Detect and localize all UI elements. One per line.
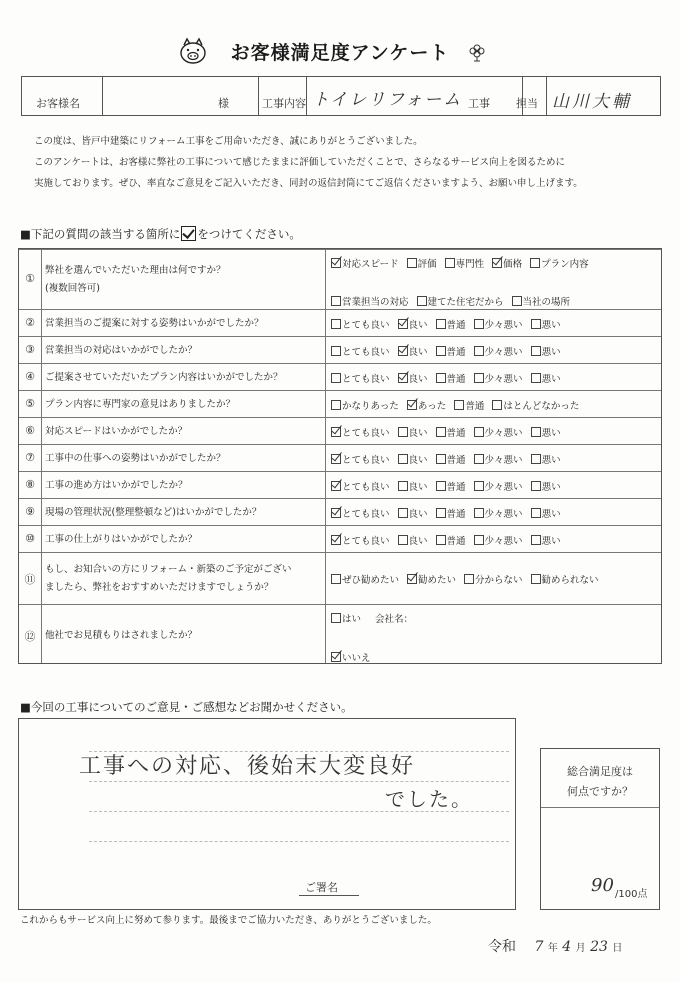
divider (546, 77, 547, 115)
answer-option[interactable] (407, 572, 456, 586)
checked-checkbox-icon[interactable] (398, 373, 408, 383)
score-label-1: 総合満足度は (567, 765, 633, 778)
answer-option-label: 会社名： (375, 614, 414, 625)
question-number: ② (25, 315, 35, 329)
question-text-line: ご提案させていただいたプラン内容はいかがでしたか？ (45, 371, 283, 383)
answer-option[interactable] (331, 572, 399, 586)
answer-option[interactable] (512, 294, 571, 308)
answer-option-label: 普通 (446, 346, 466, 358)
question-text-line: プラン内容に専門家の意見はありましたか？ (45, 398, 236, 410)
checkbox-icon[interactable] (454, 400, 464, 410)
answer-option[interactable] (492, 398, 579, 412)
answer-option-label: 普通 (446, 373, 466, 385)
question-number: ⑦ (25, 450, 35, 464)
answer-option-label: とても良い (342, 346, 390, 358)
checkbox-icon[interactable] (531, 427, 541, 437)
answer-options (331, 452, 569, 466)
questions-heading (20, 226, 301, 242)
checkbox-icon[interactable] (436, 535, 446, 545)
score-suffix: /100点 (615, 889, 648, 900)
question-number: ④ (25, 369, 35, 383)
staff-value: 山川大輔 (552, 92, 632, 112)
question-text (45, 396, 235, 414)
divider (306, 77, 307, 115)
checkbox-icon[interactable] (474, 508, 484, 518)
checkbox-icon[interactable] (474, 346, 484, 356)
answer-option-label: 対応スピード (342, 259, 399, 270)
page-title: お客様満足度アンケート (230, 42, 450, 64)
question-row (19, 417, 661, 445)
question-text-line: 営業担当のご提案に対する姿勢はいかがでしたか？ (45, 317, 264, 329)
answer-option[interactable] (331, 425, 390, 439)
checkbox-icon[interactable] (398, 481, 408, 491)
answer-option-label: 悪い (541, 535, 561, 547)
footer-thanks: これからもサービス向上に努めて参ります。最後までご協力いただき、ありがとうございました。 (20, 915, 437, 926)
checkbox-example-icon (181, 226, 196, 241)
customer-name-label: お客様名 (36, 97, 80, 110)
honorific-label: 様 (218, 97, 229, 110)
answer-option-label: 良い (408, 454, 428, 466)
answer-option-label: プラン内容 (541, 259, 589, 270)
answer-option[interactable] (436, 371, 466, 385)
answer-option-label: 少々悪い (484, 481, 523, 493)
checkbox-icon[interactable] (436, 427, 446, 437)
answer-option[interactable] (331, 371, 390, 385)
answer-option[interactable] (407, 256, 437, 270)
answer-option[interactable] (436, 506, 466, 520)
answer-option-label: 良い (408, 373, 428, 385)
question-number: ⑤ (25, 396, 35, 410)
answer-option-label: 普通 (446, 508, 466, 520)
answer-option-label: 悪い (541, 427, 561, 439)
checkbox-icon[interactable] (398, 535, 408, 545)
answer-option[interactable] (454, 398, 484, 412)
answer-option[interactable] (474, 452, 523, 466)
checkbox-icon[interactable] (474, 373, 484, 383)
answer-option-label: とても良い (342, 481, 390, 493)
checkbox-icon[interactable] (331, 373, 341, 383)
answer-option[interactable] (531, 425, 561, 439)
checkbox-icon[interactable] (331, 400, 341, 410)
checked-checkbox-icon[interactable] (331, 481, 341, 491)
answer-option-label: 普通 (446, 319, 466, 331)
question-text (45, 477, 188, 495)
date-era: 令和 (488, 939, 516, 955)
answer-option[interactable] (531, 317, 561, 331)
intro-text-2: このアンケートは、お客様に弊社の工事について感じたままに評価していただくことで、さらなるサービス向上を図るために (34, 157, 566, 168)
checkbox-icon[interactable] (445, 258, 455, 268)
answer-option-label: とても良い (342, 319, 390, 331)
divider (541, 807, 659, 808)
date-month: 4 (562, 939, 572, 955)
date-month-unit: 月 (575, 943, 586, 954)
answer-option-label: 建てた住宅だから (427, 297, 504, 308)
answer-option[interactable] (398, 371, 428, 385)
answer-option-label: 勧めたい (418, 575, 457, 586)
flower-decoration-icon (466, 40, 488, 62)
question-number: ⑫ (24, 629, 36, 643)
answer-options (331, 572, 607, 586)
checked-checkbox-icon[interactable] (331, 652, 341, 662)
answer-option[interactable] (331, 533, 390, 547)
answer-option-label: 少々悪い (484, 535, 523, 547)
checkbox-icon[interactable] (531, 454, 541, 464)
question-text-line: ましたら、弊社をおすすめいただけますでしょうか？ (45, 582, 274, 593)
answer-option-label: 普通 (446, 481, 466, 493)
answer-option[interactable] (375, 611, 413, 625)
question-text-line: 工事中の仕事への姿勢はいかがでしたか？ (45, 452, 226, 464)
answer-option[interactable] (331, 294, 409, 308)
checked-checkbox-icon[interactable] (331, 258, 341, 268)
question-row (19, 471, 661, 499)
answer-option[interactable] (531, 479, 561, 493)
answer-option-label: いいえ (342, 653, 371, 664)
checkbox-icon[interactable] (531, 319, 541, 329)
answer-option[interactable] (531, 344, 561, 358)
question-text (45, 561, 292, 597)
answer-option-label: とても良い (342, 535, 390, 547)
answer-option[interactable] (331, 452, 390, 466)
answer-option[interactable] (331, 344, 390, 358)
answer-option-label: はい (342, 614, 362, 625)
question-row (19, 336, 661, 364)
answer-options (331, 650, 379, 664)
answer-option[interactable] (398, 506, 428, 520)
checked-checkbox-icon[interactable] (331, 508, 341, 518)
answer-option[interactable] (445, 256, 485, 270)
checkbox-icon[interactable] (531, 346, 541, 356)
answer-option-label: 良い (408, 319, 428, 331)
checked-checkbox-icon[interactable] (331, 535, 341, 545)
question-text-line: 対応スピードはいかがでしたか？ (45, 425, 188, 437)
intro-text-3: 実施しております。ぜひ、率直なご意見をご記入いただき、同封の返信封筒にてご返信くださいますよう、お願い申し上げます。 (34, 178, 583, 189)
question-text-line: 工事の進め方はいかがでしたか？ (45, 479, 188, 491)
checkbox-icon[interactable] (398, 427, 408, 437)
answer-options (331, 479, 569, 493)
answer-options (331, 256, 597, 270)
answer-option-label: 少々悪い (484, 319, 523, 331)
question-text-line: 他社でお見積もりはされましたか？ (45, 629, 198, 641)
ruled-line (89, 781, 509, 782)
answer-option[interactable] (398, 317, 428, 331)
answer-option[interactable] (531, 452, 561, 466)
answer-option-label: 良い (408, 481, 428, 493)
answer-option[interactable] (331, 611, 361, 625)
question-text-line: 工事の仕上がりはいかがでしたか？ (45, 533, 198, 545)
answer-options (331, 317, 569, 331)
checkbox-icon[interactable] (436, 454, 446, 464)
question-number: ③ (25, 342, 35, 356)
checkbox-icon[interactable] (474, 319, 484, 329)
answer-option[interactable] (474, 506, 523, 520)
ruled-line (89, 841, 509, 842)
question-number: ⑥ (25, 423, 35, 437)
question-row (19, 363, 661, 391)
question-text (45, 342, 197, 360)
question-text-line: 弊社を選んでいただいた理由は何ですか？ (45, 265, 226, 276)
question-text (45, 531, 197, 549)
answer-option-label: とても良い (342, 454, 390, 466)
answer-option-label: かなりあった (342, 400, 399, 412)
question-row (19, 444, 661, 472)
comments-heading: ■今回の工事についてのご意見・ご感想などお聞かせください。 (20, 700, 353, 714)
answer-option[interactable] (417, 294, 504, 308)
checkbox-icon[interactable] (331, 613, 341, 623)
checkbox-icon[interactable] (417, 296, 427, 306)
answer-option[interactable] (398, 425, 428, 439)
answer-option-label: 価格 (503, 259, 523, 270)
answer-option-label: 悪い (541, 481, 561, 493)
question-row (19, 552, 661, 605)
answer-option[interactable] (398, 479, 428, 493)
answer-option[interactable] (398, 533, 428, 547)
question-number: ⑩ (25, 531, 35, 545)
answer-option[interactable] (331, 317, 390, 331)
question-row (19, 604, 661, 666)
answer-option[interactable] (474, 371, 523, 385)
divider (258, 77, 259, 115)
answer-option[interactable] (492, 256, 522, 270)
date-line (488, 936, 622, 956)
checkbox-icon[interactable] (331, 296, 341, 306)
answer-option-label: 悪い (541, 508, 561, 520)
question-text (45, 627, 197, 645)
answer-option[interactable] (398, 344, 428, 358)
answer-option-label: 悪い (541, 454, 561, 466)
checkbox-icon[interactable] (492, 400, 502, 410)
answer-option-label: 少々悪い (484, 427, 523, 439)
question-number: ① (25, 272, 35, 285)
answer-option[interactable] (474, 317, 523, 331)
question-text-line: 現場の管理状況(整理整頓など)はいかがでしたか？ (45, 506, 262, 518)
answer-options (331, 294, 578, 308)
checkbox-icon[interactable] (436, 481, 446, 491)
date-day: 23 (590, 939, 608, 955)
question-text (45, 315, 264, 333)
answer-option-label: 普通 (446, 535, 466, 547)
checkbox-icon[interactable] (531, 535, 541, 545)
date-year-unit: 年 (547, 943, 558, 954)
checkbox-icon[interactable] (512, 296, 522, 306)
question-text (45, 450, 226, 468)
date-year: 7 (534, 939, 544, 955)
answer-option[interactable] (531, 533, 561, 547)
answer-option[interactable] (398, 452, 428, 466)
checked-checkbox-icon[interactable] (398, 346, 408, 356)
answer-option-label: 普通 (446, 427, 466, 439)
answer-options (331, 425, 569, 439)
answer-option-label: とても良い (342, 508, 390, 520)
answer-options (331, 611, 421, 625)
answer-option-label: とても良い (342, 373, 390, 385)
answer-options (331, 344, 569, 358)
question-text (45, 423, 187, 441)
checked-checkbox-icon[interactable] (492, 258, 502, 268)
answer-option-label: 少々悪い (484, 373, 523, 385)
checkbox-icon[interactable] (436, 373, 446, 383)
checkbox-icon[interactable] (464, 574, 474, 584)
checkbox-icon[interactable] (474, 535, 484, 545)
answer-option[interactable] (331, 256, 399, 270)
answer-option[interactable] (474, 425, 523, 439)
answer-option[interactable] (474, 344, 523, 358)
checkbox-icon[interactable] (398, 454, 408, 464)
answer-option-label: 勧められない (541, 575, 599, 586)
question-text-line: (複数回答可) (45, 283, 100, 294)
answer-option[interactable] (436, 425, 466, 439)
checkbox-icon[interactable] (474, 427, 484, 437)
answer-option[interactable] (474, 479, 523, 493)
comment-line-2: でした。 (385, 787, 473, 811)
answer-option[interactable] (331, 479, 390, 493)
answer-option-label: 評価 (417, 259, 437, 270)
question-row (19, 249, 661, 310)
answer-option-label: 悪い (541, 373, 561, 385)
checkbox-icon[interactable] (474, 481, 484, 491)
answer-option[interactable] (531, 371, 561, 385)
checked-checkbox-icon[interactable] (407, 400, 417, 410)
answer-option[interactable] (531, 572, 599, 586)
checkbox-icon[interactable] (436, 319, 446, 329)
question-number: ⑨ (25, 504, 35, 518)
answer-option-label: 分からない (475, 575, 523, 586)
checked-checkbox-icon[interactable] (331, 454, 341, 464)
question-row (19, 309, 661, 337)
question-number: ⑪ (24, 573, 36, 586)
answer-option[interactable] (331, 506, 390, 520)
answer-option-label: 少々悪い (484, 346, 523, 358)
question-text (45, 262, 226, 298)
signature-line (299, 895, 359, 896)
overall-score-box (540, 748, 660, 910)
questionnaire-table (18, 248, 662, 664)
question-row (19, 498, 661, 526)
checked-checkbox-icon[interactable] (398, 319, 408, 329)
work-suffix-label: 工事 (468, 97, 490, 110)
question-row (19, 525, 661, 553)
answer-option-label: あった (417, 400, 447, 412)
answer-option-label: 当社の場所 (522, 297, 571, 308)
answer-option-label: 悪い (541, 346, 561, 358)
score-value: 90 (591, 875, 614, 896)
answer-option-label: 悪い (541, 319, 561, 331)
answer-option[interactable] (436, 344, 466, 358)
intro-text-1: この度は、皆戸中建築にリフォーム工事をご用命いただき、誠にありがとうございました。 (34, 136, 423, 147)
checkbox-icon[interactable] (398, 508, 408, 518)
checkbox-icon[interactable] (436, 508, 446, 518)
questions-heading-before: ■下記の質問の該当する箇所に (20, 227, 181, 241)
answer-option-label: 専門性 (455, 259, 485, 270)
work-content-label: 工事内容 (262, 97, 306, 110)
questions-heading-after: をつけてください。 (197, 227, 301, 241)
answer-option[interactable] (436, 479, 466, 493)
comments-box (18, 718, 516, 910)
answer-option-label: 普通 (446, 454, 466, 466)
checkbox-icon[interactable] (331, 574, 341, 584)
question-text (45, 504, 261, 522)
signature-label: ご署名 (305, 881, 338, 894)
answer-options (331, 506, 569, 520)
checkbox-icon[interactable] (531, 373, 541, 383)
checkbox-icon[interactable] (436, 346, 446, 356)
comment-line-1: 工事への対応、後始末大変良好 (79, 754, 416, 779)
customer-info-row (21, 76, 661, 116)
answer-option-label: 少々悪い (484, 508, 523, 520)
question-number: ⑧ (25, 477, 35, 491)
checked-checkbox-icon[interactable] (331, 427, 341, 437)
checkbox-icon[interactable] (531, 481, 541, 491)
answer-option[interactable] (407, 398, 446, 412)
checked-checkbox-icon[interactable] (407, 574, 417, 584)
checkbox-icon[interactable] (331, 319, 341, 329)
answer-option-label: 良い (408, 535, 428, 547)
staff-label: 担当 (516, 97, 538, 110)
answer-option[interactable] (530, 256, 589, 270)
checkbox-icon[interactable] (407, 258, 417, 268)
answer-options (331, 533, 569, 547)
answer-option[interactable] (464, 572, 523, 586)
checkbox-icon[interactable] (531, 508, 541, 518)
answer-option-label: 良い (408, 427, 428, 439)
answer-option[interactable] (331, 398, 399, 412)
question-row (19, 390, 661, 418)
question-text-line: もし、お知合いの方にリフォーム・新築のご予定がござい (45, 564, 292, 575)
answer-option[interactable] (436, 452, 466, 466)
answer-option[interactable] (474, 533, 523, 547)
score-label-2: 何点ですか？ (567, 785, 633, 798)
answer-option[interactable] (531, 506, 561, 520)
answer-option[interactable] (436, 317, 466, 331)
answer-option-label: 営業担当の対応 (342, 297, 409, 308)
question-text-line: 営業担当の対応はいかがでしたか？ (45, 344, 198, 356)
checkbox-icon[interactable] (474, 454, 484, 464)
answer-options (331, 371, 569, 385)
checkbox-icon[interactable] (530, 258, 540, 268)
answer-option[interactable] (331, 650, 371, 664)
work-content-value: トイレリフォーム (312, 90, 463, 110)
answer-option[interactable] (436, 533, 466, 547)
date-day-unit: 日 (612, 943, 623, 954)
answer-option-label: 良い (408, 346, 428, 358)
answer-option-label: はとんどなかった (503, 400, 580, 412)
checkbox-icon[interactable] (531, 574, 541, 584)
answer-option-label: 普通 (465, 400, 485, 412)
checkbox-icon[interactable] (331, 346, 341, 356)
answer-option-label: 良い (408, 508, 428, 520)
question-text (45, 369, 283, 387)
divider (102, 77, 103, 115)
answer-option-label: 少々悪い (484, 454, 523, 466)
answer-option-label: ぜひ勧めたい (342, 575, 400, 586)
answer-option-label: とても良い (342, 427, 390, 439)
answer-options (331, 398, 587, 412)
